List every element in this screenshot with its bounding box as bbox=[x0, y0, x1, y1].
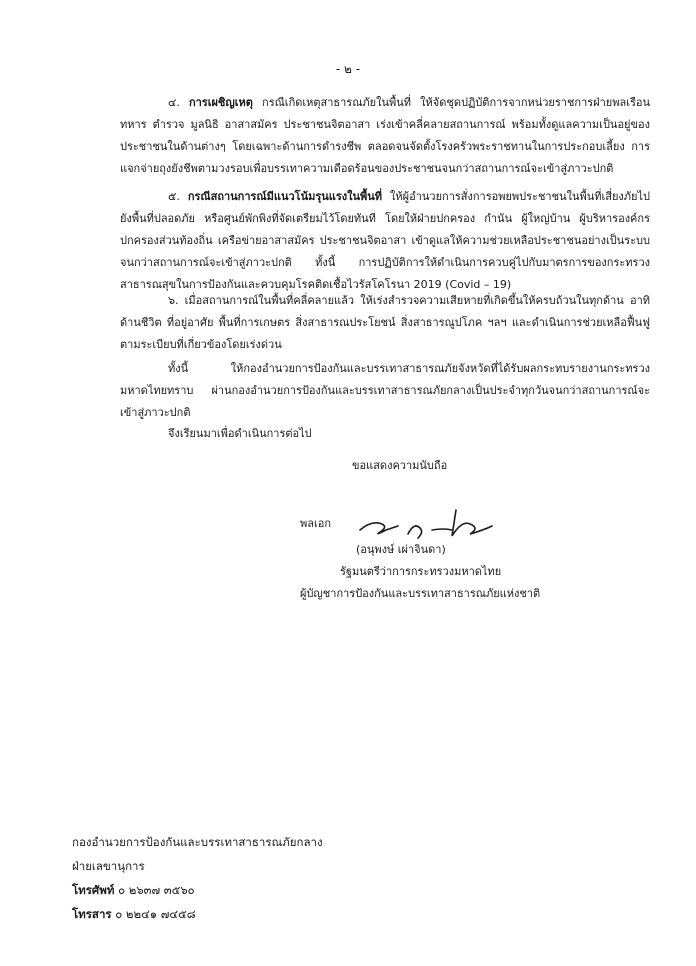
fax-number: ๐ ๒๒๔๑ ๗๔๕๘ bbox=[115, 907, 196, 921]
closing-note bbox=[120, 358, 650, 424]
footer-fax bbox=[72, 904, 196, 924]
signatory-name: (อนุพงษ์ เผ่าจินดา) bbox=[356, 543, 446, 556]
paragraph-5 bbox=[120, 186, 650, 296]
footer-office: กองอำนวยการป้องกันและบรรเทาสาธารณภัยกลาง bbox=[72, 835, 323, 849]
page-number: - ๒ - bbox=[335, 62, 361, 76]
paragraph-5-number: ๕. bbox=[168, 190, 180, 203]
paragraph-6-number: ๖. bbox=[168, 294, 179, 307]
paragraph-4-number: ๔. bbox=[168, 96, 180, 109]
paragraph-6 bbox=[120, 290, 650, 356]
paragraph-5-heading: กรณีสถานการณ์มีแนวโน้มรุนแรงในพื้นที่ bbox=[187, 190, 383, 203]
paragraph-4 bbox=[120, 92, 650, 180]
paragraph-5-body: ให้ผู้อำนวยการสั่งการอพยพประชาชนในพื้นที่เสี่ยงภัยไปยังพื้นที่ปลอดภัย หรือศูนย์พักพิงที่จัดเตรียมไว้โดยทันที โดยให้ฝ่ายปกครอง กำนัน ผู้ใหญ่บ้าน ผู้บริหารองค์กรปกครองส่วนท้องถิ่น เครือข่ายอาสาสมัคร ประชาชนจิตอาสา เข้าดูแลให้ความช่วยเหลือประชาชนอย่างเป็นระบบจนกว่าสถานการณ์จะเข้าสู่ภาวะปกติ ทั้งนี้ การปฏิบัติการให้ดำเนินการควบคู่ไปกับมาตรการของกระทรวงสาธารณสุขในการป้องกันและควบคุมโรคติดเชื้อไวรัสโคโรนา 2019 (Covid – 19) bbox=[120, 190, 651, 291]
phone-number: ๐ ๒๖๓๗ ๓๕๖๐ bbox=[118, 883, 195, 897]
signatory-rank: พลเอก bbox=[300, 517, 332, 530]
signatory-title-commander: ผู้บัญชาการป้องกันและบรรเทาสาธารณภัยแห่งชาติ bbox=[300, 587, 541, 600]
paragraph-6-body: เมื่อสถานการณ์ในพื้นที่คลี่คลายแล้ว ให้เร่งสำรวจความเสียหายที่เกิดขึ้นให้ครบถ้วนในทุกด้าน อาทิ ด้านชีวิต ที่อยู่อาศัย พื้นที่การเกษตร สิ่งสาธารณประโยชน์ สิ่งสาธารณูปโภค ฯลฯ และดำเนินการช่วยเหลือฟื้นฟูตามระเบียบที่เกี่ยวข้องโดยเร่งด่วน bbox=[120, 294, 651, 351]
closing-note-text: ทั้งนี้ ให้กองอำนวยการป้องกันและบรรเทาสาธารณภัยจังหวัดที่ได้รับผลกระทบรายงานกระทรวงมหาดไทยทราบ ผ่านกองอำนวยการป้องกันและบรรเทาสาธารณภัยกลางเป็นประจำทุกวันจนกว่าสถานการณ์จะเข้าสู่ภาวะปกติ bbox=[120, 362, 650, 419]
footer-department: ฝ่ายเลขานุการ bbox=[72, 859, 145, 873]
request-line: จึงเรียนมาเพื่อดำเนินการต่อไป bbox=[168, 427, 312, 440]
paragraph-4-body: กรณีเกิดเหตุสาธารณภัยในพื้นที่ ให้จัดชุดปฏิบัติการจากหน่วยราชการฝ่ายพลเรือน ทหาร ตำรวจ มูลนิธิ อาสาสมัคร ประชาชนจิตอาสา เร่งเข้าคลี่คลายสถานการณ์ พร้อมทั้งดูแลความเป็นอยู่ของประชาชนในด้านต่างๆ โดยเฉพาะด้านการดำรงชีพ ตลอดจนจัดตั้งโรงครัวพระราชทานในการประกอบเลี้ยง การแจกจ่ายถุงยังชีพตามวงรอบเพื่อบรรเทาความเดือดร้อนของประชาชนจนกว่าสถานการณ์จะเข้าสู่ภาวะปกติ bbox=[120, 96, 651, 175]
phone-label: โทรศัพท์ bbox=[72, 883, 115, 897]
footer-phone bbox=[72, 880, 195, 900]
paragraph-4-heading: การเผชิญเหตุ bbox=[188, 96, 253, 109]
salutation: ขอแสดงความนับถือ bbox=[352, 459, 448, 472]
fax-label: โทรสาร bbox=[72, 907, 112, 921]
signatory-title-minister: รัฐมนตรีว่าการกระทรวงมหาดไทย bbox=[340, 565, 502, 578]
